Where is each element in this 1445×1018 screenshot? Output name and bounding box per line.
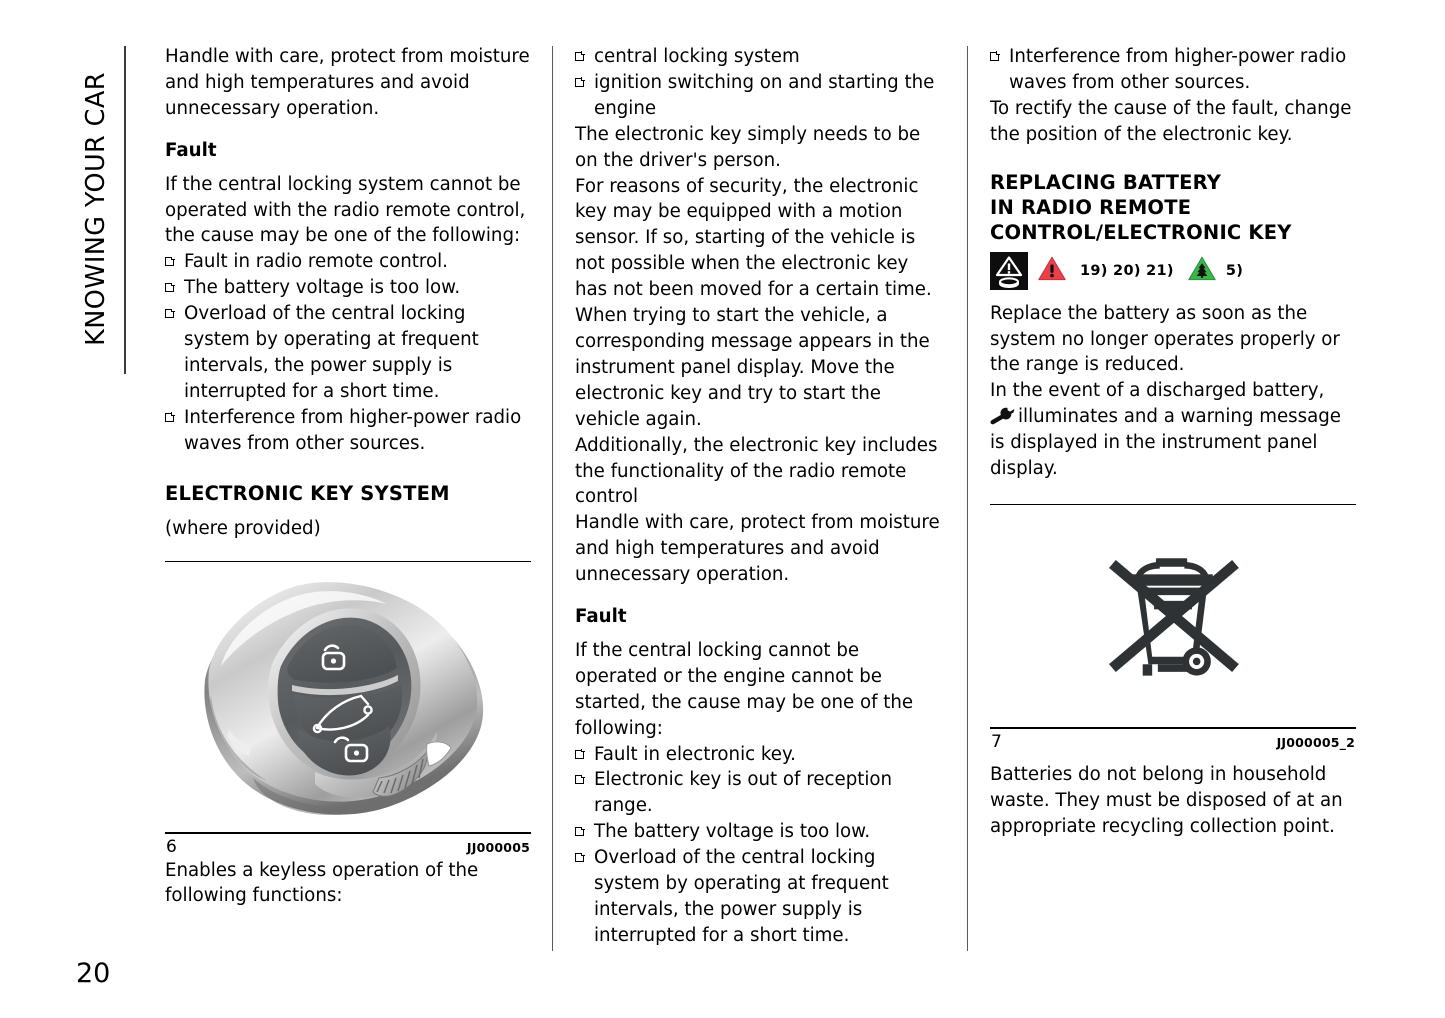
fault-list-1	[165, 249, 531, 456]
list-item	[575, 767, 941, 819]
list-item	[165, 301, 531, 405]
list-item	[575, 70, 941, 122]
list-item	[165, 405, 531, 457]
square-bullet-icon	[575, 78, 584, 87]
red-warning-triangle-icon	[1037, 255, 1067, 286]
paragraph-replace-battery: Replace the battery as soon as the system no longer operates properly or the range is reduced.	[990, 302, 1340, 376]
paragraph-handle-with-care: Handle with care, protect from moisture and high temperatures and avoid unnecessary operation.	[575, 512, 940, 586]
fault-heading-1: Fault	[165, 139, 217, 161]
list-item-label: Interference from higher-power radio waves from other sources.	[184, 406, 522, 454]
square-bullet-icon	[575, 750, 584, 759]
square-bullet-icon	[575, 853, 584, 862]
list-item-label: The battery voltage is too low.	[594, 821, 871, 843]
key-fob-illustration	[165, 562, 531, 832]
column-divider-2	[967, 46, 968, 951]
list-item	[990, 44, 1356, 96]
column-3	[990, 44, 1356, 840]
warning-icon-strip	[990, 251, 1356, 291]
square-bullet-icon	[990, 52, 999, 61]
list-item	[575, 44, 941, 70]
figure-bottom-rule	[165, 832, 531, 834]
list-item-label: Fault in radio remote control.	[184, 251, 448, 273]
square-bullet-icon	[165, 309, 174, 318]
figure-number: 6	[166, 836, 177, 857]
key-fob-icon	[165, 562, 531, 832]
paragraph-motion-sensor: For reasons of security, the electronic key may be equipped with a motion sensor. If so, starting of the vehicle is not possible when the electronic key has not been moved for a certain time. When trying to start the vehicle, a corresponding message appears in the instrument panel display. Move the electronic key and try to start the vehicle again.	[575, 175, 932, 430]
figure-code: JJ000005	[466, 839, 530, 855]
fault-heading-2: Fault	[575, 606, 627, 628]
list-item	[575, 819, 941, 845]
square-bullet-icon	[575, 52, 584, 61]
square-bullet-icon	[165, 283, 174, 292]
column-2	[575, 44, 941, 949]
environment-reference-numbers: 5)	[1225, 262, 1244, 279]
section-heading-replacing-battery	[990, 170, 1356, 245]
section-heading-electronic-key-system: ELECTRONIC KEY SYSTEM	[165, 481, 450, 505]
chapter-rule	[124, 46, 126, 374]
figure-waste-bin	[990, 504, 1356, 754]
discharged-battery-text-after: illuminates and a warning message is displayed in the instrument panel display.	[990, 406, 1341, 480]
danger-reference-numbers: 19) 20) 21)	[1080, 262, 1174, 279]
section-heading-line-3: CONTROL/ELECTRONIC KEY	[990, 220, 1292, 244]
list-item-label: Interference from higher-power radio waves from other sources.	[1009, 46, 1347, 93]
green-environment-triangle-icon	[1187, 255, 1217, 286]
paragraph-rectify-fault: To rectify the cause of the fault, change the position of the electronic key.	[990, 97, 1352, 145]
square-bullet-icon	[575, 827, 584, 836]
chapter-running-head	[68, 44, 124, 374]
list-item	[165, 275, 531, 301]
section-heading-line-2: IN RADIO REMOTE	[990, 195, 1192, 219]
crossed-out-wheelie-bin-icon	[1097, 545, 1249, 687]
section-note: (where provided)	[165, 517, 321, 539]
list-item	[575, 845, 941, 949]
list-item-label: Fault in electronic key.	[594, 743, 796, 765]
chapter-title: KNOWING YOUR CAR	[81, 72, 111, 346]
list-item-label: central locking system	[594, 46, 800, 67]
fault-list-3	[990, 44, 1356, 96]
figure-number: 7	[991, 731, 1002, 752]
paragraph-driver-person: The electronic key simply needs to be on the driver's person.	[575, 123, 921, 171]
intro-paragraph: Handle with care, protect from moisture and high temperatures and avoid unnecessary operation.	[165, 46, 530, 119]
list-item-label: ignition switching on and starting the engine	[594, 71, 935, 119]
fault-intro-2: If the central locking cannot be operated or the engine cannot be started, the cause may be one of the following:	[575, 639, 914, 739]
figure-key-fob	[165, 561, 531, 859]
function-list	[575, 44, 941, 122]
square-bullet-icon	[165, 413, 174, 422]
list-item-label: The battery voltage is too low.	[184, 277, 461, 299]
figure-bottom-rule	[990, 727, 1356, 729]
square-bullet-icon	[575, 775, 584, 784]
wrench-icon	[990, 407, 1016, 425]
column-divider-1	[552, 46, 553, 951]
paragraph-discharged-battery	[990, 378, 1356, 482]
after-figure-text-1: Enables a keyless operation of the following functions:	[165, 859, 479, 907]
after-figure-text-3: Batteries do not belong in household waste. They must be disposed of at an appropriate recycling collection point.	[990, 763, 1343, 837]
page-number: 20	[76, 958, 111, 989]
paragraph-radio-remote-functionality: Additionally, the electronic key includes the functionality of the radio remote control	[575, 434, 938, 508]
waste-bin-illustration	[990, 505, 1356, 727]
list-item	[165, 249, 531, 275]
fault-intro-1: If the central locking system cannot be operated with the radio remote control, the cause may be one of the following:	[165, 173, 526, 247]
section-heading-line-1: REPLACING BATTERY	[990, 170, 1222, 194]
square-bullet-icon	[165, 257, 174, 266]
list-item-label: Overload of the central locking system by operating at frequent intervals, the power supply is interrupted for a short time.	[184, 303, 479, 402]
figure-code: JJ000005_2	[1276, 734, 1355, 750]
column-1	[165, 44, 531, 909]
figure-caption	[165, 837, 531, 859]
fault-list-2	[575, 742, 941, 949]
list-item	[575, 742, 941, 768]
discharged-battery-text-before: In the event of a discharged battery,	[990, 380, 1325, 402]
list-item-label: Overload of the central locking system by operating at frequent intervals, the power supply is interrupted for a short time.	[594, 847, 889, 946]
list-item-label: Electronic key is out of reception range.	[594, 769, 893, 817]
battery-warning-icon	[990, 252, 1028, 290]
figure-caption	[990, 732, 1356, 754]
